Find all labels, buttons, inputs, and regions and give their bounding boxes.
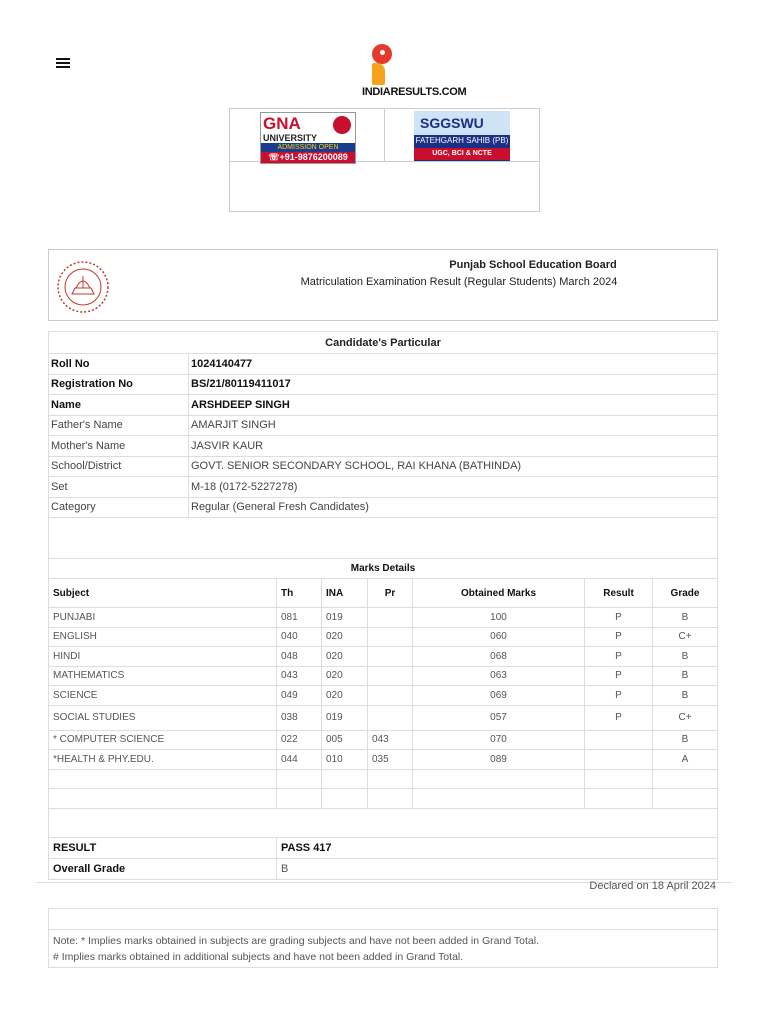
- site-name: INDIARESULTS.COM: [362, 86, 467, 98]
- grade: C+: [653, 705, 718, 730]
- subject: ENGLISH: [49, 627, 277, 647]
- table-cell: [322, 769, 368, 789]
- set-value: M-18 (0172-5227278): [189, 477, 718, 498]
- empty-cell: [49, 789, 277, 809]
- board-name: Punjab School Education Board: [449, 259, 617, 271]
- pr-mark: [368, 627, 413, 647]
- board-header: [48, 249, 718, 321]
- subject: SOCIAL STUDIES: [49, 705, 277, 730]
- table-cell: [322, 789, 368, 809]
- th-mark: 044: [277, 750, 322, 770]
- col-result: Result: [585, 579, 653, 608]
- roll-no: 1024140477: [189, 354, 718, 375]
- ina-mark: 010: [322, 750, 368, 770]
- col-obtained: Obtained Marks: [413, 579, 585, 608]
- subject: HINDI: [49, 647, 277, 667]
- th-mark: 048: [277, 647, 322, 667]
- th-mark: 049: [277, 686, 322, 706]
- gna-university-ad[interactable]: [260, 112, 356, 164]
- logo-head-icon: [372, 44, 392, 64]
- obtained-mark: 100: [413, 608, 585, 628]
- hamburger-menu-icon[interactable]: [56, 56, 70, 70]
- row-label: School/District: [49, 456, 189, 477]
- row-label: Mother's Name: [49, 436, 189, 457]
- table-cell: [585, 789, 653, 809]
- school-district: GOVT. SENIOR SECONDARY SCHOOL, RAI KHANA (BATHINDA): [189, 456, 718, 477]
- table-cell: [277, 769, 322, 789]
- obtained-mark: 060: [413, 627, 585, 647]
- gna-ad-title: GNA: [263, 114, 301, 133]
- subject: SCIENCE: [49, 686, 277, 706]
- table-cell: [413, 789, 585, 809]
- th-mark: 040: [277, 627, 322, 647]
- category-value: Regular (General Fresh Candidates): [189, 497, 718, 518]
- table-cell: [413, 769, 585, 789]
- registration-no: BS/21/80119411017: [189, 374, 718, 395]
- table-cell: [277, 789, 322, 809]
- obtained-mark: 069: [413, 686, 585, 706]
- row-label: Name: [49, 395, 189, 416]
- gna-ad-sub: UNIVERSITY: [263, 133, 318, 143]
- th-mark: 022: [277, 730, 322, 750]
- grade: B: [653, 730, 718, 750]
- ina-mark: 020: [322, 666, 368, 686]
- overall-grade-value: B: [277, 858, 718, 879]
- pr-mark: [368, 666, 413, 686]
- result: P: [585, 627, 653, 647]
- table-cell: [368, 769, 413, 789]
- site-logo[interactable]: [362, 44, 467, 100]
- gna-logo-icon: [333, 116, 351, 134]
- grade: B: [653, 686, 718, 706]
- subject: * COMPUTER SCIENCE: [49, 730, 277, 750]
- candidate-table: [48, 331, 718, 566]
- note-grading: Note: * Implies marks obtained in subjects are grading subjects and have not been added in Grand Total.: [53, 935, 540, 947]
- declared-date: Declared on 18 April 2024: [589, 880, 716, 892]
- obtained-mark: 089: [413, 750, 585, 770]
- obtained-mark: 057: [413, 705, 585, 730]
- ina-mark: 020: [322, 627, 368, 647]
- pr-mark: [368, 647, 413, 667]
- mother-name: JASVIR KAUR: [189, 436, 718, 457]
- ina-mark: 019: [322, 705, 368, 730]
- obtained-mark: 070: [413, 730, 585, 750]
- th-mark: 081: [277, 608, 322, 628]
- candidate-heading: Candidate's Particular: [49, 332, 718, 354]
- ina-mark: 020: [322, 647, 368, 667]
- subject: *HEALTH & PHY.EDU.: [49, 750, 277, 770]
- subject: MATHEMATICS: [49, 666, 277, 686]
- notes-box: [48, 908, 718, 968]
- sggswu-ad[interactable]: [414, 111, 510, 169]
- gna-ad-tag: ADMISSION OPEN: [261, 143, 355, 152]
- row-label: Father's Name: [49, 415, 189, 436]
- result: P: [585, 647, 653, 667]
- th-mark: 043: [277, 666, 322, 686]
- sggswu-ad-title: SGGSWU: [414, 111, 510, 135]
- father-name: AMARJIT SINGH: [189, 415, 718, 436]
- ina-mark: 019: [322, 608, 368, 628]
- obtained-mark: 063: [413, 666, 585, 686]
- pr-mark: [368, 608, 413, 628]
- logo-body-icon: [372, 63, 385, 85]
- table-cell: [585, 769, 653, 789]
- result: [585, 750, 653, 770]
- pr-mark: [368, 705, 413, 730]
- col-grade: Grade: [653, 579, 718, 608]
- result-value: PASS 417: [277, 837, 718, 858]
- grade: B: [653, 608, 718, 628]
- subject: PUNJABI: [49, 608, 277, 628]
- overall-grade-label: Overall Grade: [49, 858, 277, 879]
- table-cell: [368, 789, 413, 809]
- grade: B: [653, 647, 718, 667]
- exam-title: Matriculation Examination Result (Regular Students) March 2024: [300, 276, 618, 288]
- pr-mark: [368, 686, 413, 706]
- row-label: Registration No: [49, 374, 189, 395]
- pr-mark: 043: [368, 730, 413, 750]
- col-pr: Pr: [368, 579, 413, 608]
- sggswu-ad-sub: FATEHGARH SAHIB (PB): [415, 136, 509, 145]
- col-ina: INA: [322, 579, 368, 608]
- note-additional: # Implies marks obtained in additional subjects and have not been added in Grand Total.: [53, 951, 464, 963]
- row-label: Category: [49, 497, 189, 518]
- col-th: Th: [277, 579, 322, 608]
- ina-mark: 005: [322, 730, 368, 750]
- result: P: [585, 666, 653, 686]
- grade: B: [653, 666, 718, 686]
- spacer-row: [49, 808, 718, 837]
- candidate-name: ARSHDEEP SINGH: [189, 395, 718, 416]
- table-cell: [653, 789, 718, 809]
- result: [585, 730, 653, 750]
- result: P: [585, 705, 653, 730]
- row-label: Set: [49, 477, 189, 498]
- result: P: [585, 686, 653, 706]
- result: P: [585, 608, 653, 628]
- ina-mark: 020: [322, 686, 368, 706]
- gna-ad-phone: ☏+91-9876200089: [261, 152, 355, 163]
- grade: A: [653, 750, 718, 770]
- table-cell: [653, 769, 718, 789]
- row-label: Roll No: [49, 354, 189, 375]
- empty-cell: [49, 769, 277, 789]
- pr-mark: 035: [368, 750, 413, 770]
- marks-heading: Marks Details: [49, 559, 718, 579]
- ad-banner-area: [229, 108, 540, 212]
- th-mark: 038: [277, 705, 322, 730]
- marks-table: [48, 558, 718, 880]
- grade: C+: [653, 627, 718, 647]
- result-label: RESULT: [49, 837, 277, 858]
- col-subject: Subject: [49, 579, 277, 608]
- sggswu-ad-tag: UGC, BCI & NCTE APPROVED: [414, 148, 510, 160]
- obtained-mark: 068: [413, 647, 585, 667]
